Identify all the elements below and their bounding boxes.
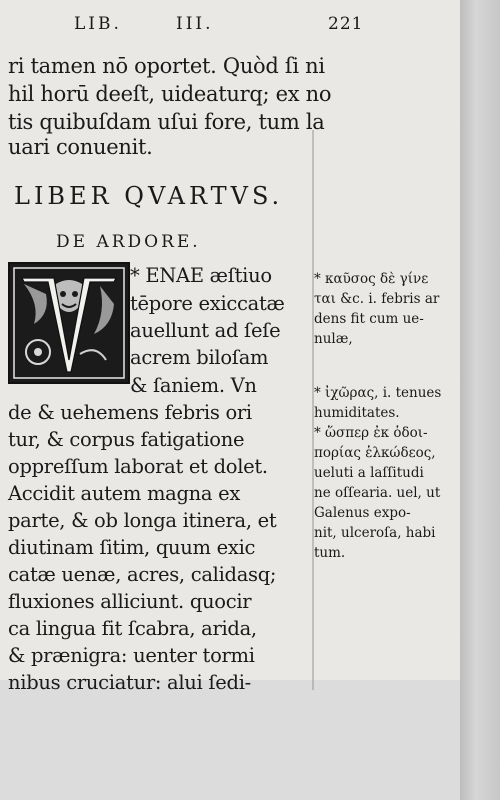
running-head-book: LIB. (74, 14, 122, 34)
gloss-line: ται &c. i. febris ar (314, 291, 440, 307)
folio-number: 221 (328, 14, 364, 34)
gloss-line: * ἰχῶρας, i. tenues (314, 385, 442, 401)
gloss-line: dens fit cum ue- (314, 311, 424, 327)
gloss-line: * ὥσπερ ἐκ ὁδοι- (314, 425, 428, 441)
gloss-line: πορίας ἑλκώδεος, (314, 445, 436, 461)
adjacent-page-edge (460, 0, 500, 800)
text-line: tēpore exiccatæ (130, 292, 285, 315)
text-line: Accidit autem magna ex (8, 482, 241, 505)
gloss-line: ne oſſearia. uel, ut (314, 485, 441, 501)
gloss-line: ueluti a laſſitudi (314, 465, 424, 481)
gloss-line: nulæ, (314, 331, 353, 347)
text-line: & ſaniem. Vn (130, 374, 257, 397)
text-line: parte, & ob longa itinera, et (8, 509, 277, 532)
floral-ornament-icon (10, 264, 128, 382)
decorated-initial-v (8, 262, 130, 384)
text-line: ca lingua fit ſcabra, arida, (8, 617, 257, 640)
gloss-line: * καῦσος δὲ γίνε (314, 271, 429, 287)
text-line: ri tamen nō oportet. Quòd ſi ni (8, 54, 325, 78)
text-line: diutinam ſitim, quum exic (8, 536, 256, 559)
text-line: oppreſſum laborat et dolet. (8, 455, 268, 478)
text-line: uari conuenit. (8, 135, 153, 159)
text-line: tur, & corpus fatigatione (8, 428, 245, 451)
text-line: acrem biloſam (130, 346, 269, 369)
page-lower-margin (0, 680, 470, 800)
text-line: tis quibuſdam uſui fore, tum la (8, 110, 325, 134)
gloss-line: Galenus expo- (314, 505, 411, 521)
gloss-line: nit, ulceroſa, habi (314, 525, 436, 541)
text-line: & prænigra: uenter tormi (8, 644, 255, 667)
text-line: catæ uenæ, acres, calidasq; (8, 563, 277, 586)
running-head-number: III. (176, 14, 214, 34)
book-title: LIBER QVARTVS. (14, 182, 284, 210)
gloss-line: humiditates. (314, 405, 400, 421)
svg-text:V: V (69, 334, 70, 335)
gloss-line: tum. (314, 545, 346, 561)
text-line: de & uehemens febris ori (8, 401, 252, 424)
text-line: fluxiones alliciunt. quocir (8, 590, 252, 613)
text-line: auellunt ad ſeſe (130, 319, 281, 342)
text-line: * ENAE æſtiuo (130, 264, 272, 287)
section-title: DE ARDORE. (56, 232, 201, 252)
text-line: hil horū deeſt, uideaturq; ex no (8, 82, 332, 106)
text-line: nibus cruciatur: alui ſedi- (8, 671, 251, 694)
